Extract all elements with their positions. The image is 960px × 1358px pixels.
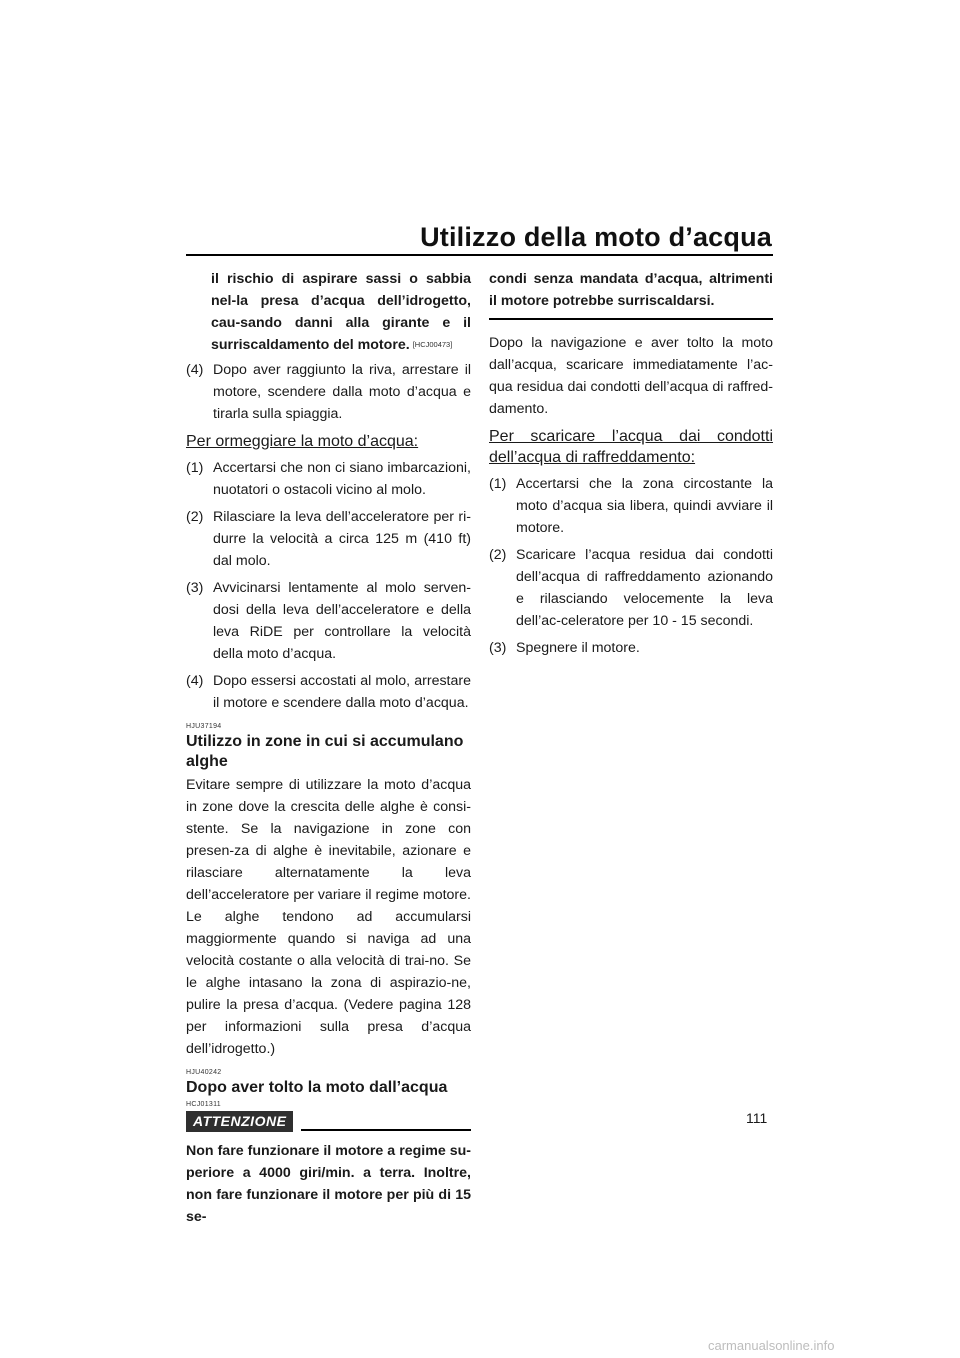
warning-continuation-text: il rischio di aspirare sassi o sabbia nel-la presa d’acqua dell’idrogetto, cau-sando danni alla girante e il surriscaldamento del motore. <box>211 271 471 353</box>
algae-paragraph: Evitare sempre di utilizzare la moto d’acqua in zone dove la crescita delle alghe è consi-stente. Se la navigazione in zone con presen-za di alghe è inevitabile, azionare e rilasciare alternatamente la leva dell’acceleratore per variare il regime motore. Le alghe tendono ad accumularsi maggiormente quando si naviga ad una velocità costante o alla velocità di trai-no. Se le alghe intasano la zona di aspirazio-ne, pulire la presa d’acqua. (Vedere pagina 128 per informazioni sulla presa d’acqua dell’idrogetto.) <box>186 777 471 1057</box>
mooring-step <box>186 577 471 665</box>
attention-end-rule <box>489 318 773 320</box>
page-title: Utilizzo della moto d’acqua <box>420 222 772 252</box>
step-number: (2) <box>489 547 507 563</box>
step-text: Avvicinarsi lentamente al molo serven-dosi della leva dell’acceleratore e della leva RiDE per controllare la velocità della moto d’acqua. <box>213 580 471 662</box>
algae-heading: Utilizzo in zone in cui si accumulano alghe <box>186 733 464 770</box>
attention-banner <box>186 1111 471 1132</box>
mooring-step <box>186 506 471 572</box>
drain-step <box>489 637 773 659</box>
title-rule <box>186 254 773 256</box>
mooring-heading: Per ormeggiare la moto d’acqua: <box>186 433 419 450</box>
algae-section-code: HJU37194 <box>186 723 222 730</box>
step-text: Dopo essersi accostati al molo, arrestare il motore e scendere dalla moto d’acqua. <box>213 673 471 711</box>
page-number: 111 <box>746 1110 768 1126</box>
step-text: Scaricare l’acqua residua dai condotti dell’acqua di raffreddamento azionando e rilasciando velocemente la leva dell’ac-celeratore per 10 - 15 secondi. <box>516 547 773 629</box>
step-text: Dopo aver raggiunto la riva, arrestare il motore, scendere dalla moto d’acqua e tirarla sulla spiaggia. <box>213 362 471 422</box>
attention-code: HCJ01311 <box>186 1101 221 1108</box>
drain-heading-line-2: dell’acqua di raffreddamento: <box>489 449 696 466</box>
step-number: (4) <box>186 362 204 378</box>
attention-text: Non fare funzionare il motore a regime su-periore a 4000 giri/min. a terra. Inoltre, non fare funzionare il motore per più di 15 se- <box>186 1143 471 1225</box>
mooring-step <box>186 670 471 714</box>
watermark: carmanualsonline.info <box>708 1338 835 1353</box>
step-text: Accertarsi che la zona circostante la moto d’acqua sia libera, quindi avviare il motore. <box>516 476 773 536</box>
step-number: (4) <box>186 673 204 689</box>
after-paragraph: Dopo la navigazione e aver tolto la moto dall’acqua, scaricare immediatamente l’ac-qua residua dai condotti dell’acqua di raffred-damento. <box>489 335 773 417</box>
step-number: (1) <box>186 460 204 476</box>
step-arrival <box>186 359 471 425</box>
drain-step <box>489 544 773 632</box>
attention-rule <box>301 1129 471 1131</box>
mooring-step <box>186 457 471 501</box>
step-text: Accertarsi che non ci siano imbarcazioni, nuotatori o ostacoli vicino al molo. <box>213 460 471 498</box>
step-number: (3) <box>186 580 204 596</box>
drain-heading-line-1: Per scaricare l’acqua dai condotti <box>489 428 773 445</box>
drain-step <box>489 473 773 539</box>
attention-continuation: condi senza mandata d’acqua, altrimenti il motore potrebbe surriscaldarsi. <box>489 271 773 309</box>
step-number: (3) <box>489 640 507 656</box>
right-column <box>489 268 773 664</box>
left-column <box>186 268 471 1228</box>
after-heading: Dopo aver tolto la moto dall’acqua <box>186 1079 448 1096</box>
step-number: (2) <box>186 509 204 525</box>
step-text: Spegnere il motore. <box>516 640 640 656</box>
after-section-code: HJU40242 <box>186 1069 222 1076</box>
warning-code: [HCJ00473] <box>412 340 453 349</box>
attention-badge: ATTENZIONE <box>186 1111 293 1132</box>
step-text: Rilasciare la leva dell’acceleratore per ri-durre la velocità a circa 125 m (410 ft) dal molo. <box>213 509 471 569</box>
step-number: (1) <box>489 476 507 492</box>
warning-continuation <box>186 268 471 356</box>
